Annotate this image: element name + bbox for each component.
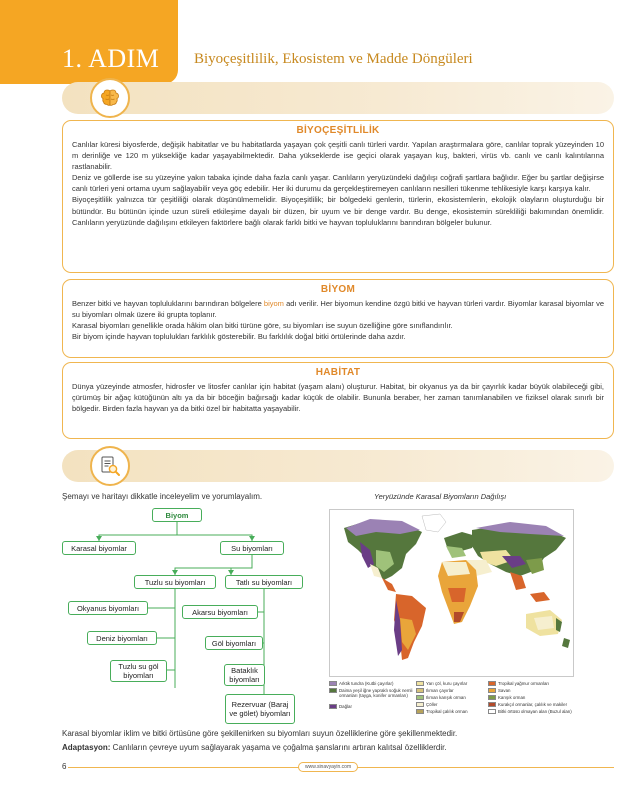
legend-item: [329, 704, 413, 709]
legend-label: Ilıman karışık orman: [426, 695, 466, 700]
legend-label: Arktik tundra (Kutbi çayırlar): [339, 681, 394, 686]
publisher-url[interactable]: www.sinavyayin.com: [298, 762, 358, 772]
diagram-node-salt-lake: Tuzlu su göl biyomları: [110, 660, 167, 682]
legend-swatch: [329, 704, 337, 709]
brain-icon: [90, 78, 130, 118]
legend-label: Tropikal yağmur ormanları: [498, 681, 550, 686]
legend-swatch: [488, 702, 496, 707]
biodiversity-paragraph-3: Biyoçeşitlilik yalnızca tür çeşitliliği olarak düşünülmemelidir. Biyoçeşitlilik; bir bölgedeki genlerin, türlerin, ekosistemlerin, ekolojik olayların oluşturduğu bir bütündür. Bu bütünün içinde uzun süreli etkileşime dayalı bir düzen, bir uyum ve bir denge vardır. Bu denge, ekosistemin sürekliliği bakımından önemlidir. Canlıların yeryüzünde dağılışını etkileyen faktörlere bağlı olarak farklı bitki ve hayvan topluluklarını barındıran bölgeler bulunur.: [72, 195, 604, 227]
diagram-node-wetland: Bataklık biyomları: [224, 664, 265, 686]
legend-swatch: [488, 688, 496, 693]
diagram-node-freshwater: Tatlı su biyomları: [225, 575, 303, 589]
biodiversity-paragraph-1: Canlılar küresi biyosferde, değişik habitatlar ve bu habitatlarda yaşayan çok çeşitli canlı türleri vardır. Yapılan araştırmalara göre, canlılar toprak yüzeyinden 10 m derinliğe ve 120 m yüksekliğe kadar yaşayabilmektedir. Daha yükseklerde ise geçici olarak yaşayan kuş, bakteri, virüs vb. canlı ve canlı kalıntılarına rastlanabilir.: [72, 140, 604, 172]
habitat-paragraph: Dünya yüzeyinde atmosfer, hidrosfer ve litosfer canlılar için habitat (yaşam alanı) oluşturur. Habitat, bir okyanus ya da bir çayırlık kadar büyük olabileceği gibi, çürümüş bir ağaç kütüğünün altı ya da bir böceğin bağırsağı kadar küçük de olabilir. Bununla beraber, her zaman tanımlanabilen ve fiziksel olarak sınırlı bir bölgedir. Birden fazla hayvan ya da bitki özel bir habitatta yaşayabilir.: [72, 382, 604, 414]
diagram-node-aquatic: Su biyomları: [220, 541, 284, 555]
legend-swatch: [329, 681, 337, 686]
world-biome-map: [329, 509, 574, 677]
page-number: 6: [62, 762, 67, 771]
legend-item: [329, 681, 413, 686]
legend-swatch: [416, 702, 424, 707]
legend-swatch: [416, 681, 424, 686]
legend-label: Çöller: [426, 702, 438, 707]
biome-paragraph-2: Karasal biyomları genellikle orada hâkim olan bitki türüne göre, su biyomları ise suyun özelliğine göre sınıflandırılır.: [72, 321, 453, 331]
legend-item: [488, 702, 578, 707]
legend-swatch: [416, 688, 424, 693]
biome-box: [62, 279, 614, 358]
document-search-icon: [90, 446, 130, 486]
habitat-box: [62, 362, 614, 439]
habitat-title: HABİTAT: [315, 367, 361, 378]
legend-swatch: [329, 688, 337, 693]
biodiversity-box: [62, 120, 614, 273]
adaptation-definition: [62, 743, 447, 752]
legend-item: [416, 695, 486, 700]
diagram-node-reservoir: Rezervuar (Baraj ve gölet) biyomları: [225, 694, 295, 724]
summary-sentence: Karasal biyomlar iklim ve bitki örtüsüne göre şekillenirken su biyomları suyun özelliklerine göre şekillenmektedir.: [62, 729, 458, 738]
page-heading: Biyoçeşitlilik, Ekosistem ve Madde Döngüleri: [194, 51, 473, 67]
legend-swatch: [416, 709, 424, 714]
diagram-node-terrestrial: Karasal biyomlar: [62, 541, 136, 555]
section-band-activity: [62, 450, 614, 482]
legend-swatch: [416, 695, 424, 700]
biome-paragraph-3: Bir biyom içinde hayvan toplulukları farklılık gösterebilir. Bu farklılık doğal bitki örtülerinde daha azdır.: [72, 332, 406, 342]
biome-text: Benzer bitki ve hayvan topluluklarını barındıran bölgelere: [72, 299, 264, 308]
diagram-node-river: Akarsu biyomları: [182, 605, 258, 619]
legend-label: Dağlar: [339, 704, 352, 709]
step-title: 1. ADIM: [62, 44, 160, 73]
biodiversity-title: BİYOÇEŞİTLİLİK: [296, 125, 380, 136]
legend-item: [416, 702, 486, 707]
adaptation-text: Canlıların çevreye uyum sağlayarak yaşama ve çoğalma şanslarını artıran kalıtsal özelliklerdir.: [110, 743, 447, 752]
legend-swatch: [488, 709, 496, 714]
legend-label: Bitki örtüsü olmayan alan (Buzul alan): [498, 709, 572, 714]
legend-swatch: [488, 681, 496, 686]
diagram-node-saltwater: Tuzlu su biyomları: [134, 575, 216, 589]
legend-label: Tropikal çalılık orman: [426, 709, 468, 714]
legend-label: Yarı çöl, kuru çayırlar: [426, 681, 468, 686]
legend-item: [488, 688, 578, 693]
legend-label: Karışık orman: [498, 695, 526, 700]
legend-label: Daima yeşil iğne yapraklı soğuk nemli ormanları (tayga, konifer ormanları): [339, 688, 413, 698]
map-title: Yeryüzünde Karasal Biyomların Dağılışı: [374, 492, 507, 501]
biome-highlight: biyom: [263, 299, 284, 308]
adaptation-label: Adaptasyon:: [62, 743, 111, 752]
legend-item: [416, 688, 486, 693]
legend-item: [488, 695, 578, 700]
biome-title: BİYOM: [320, 284, 356, 295]
biome-text: adı verilir. Her biyomun kendine özgü bitki ve hayvan türleri vardır. Biyomlar karasal biyomlar ve su biyomları olmak üzere iki grupta toplanır.: [72, 299, 604, 320]
activity-intro: Şemayı ve haritayı dikkatle inceleyelim ve yorumlayalım.: [62, 492, 263, 501]
section-band-top: [62, 82, 614, 114]
legend-label: Ilıman çayırlar: [426, 688, 454, 693]
diagram-node-ocean: Okyanus biyomları: [68, 601, 148, 615]
legend-item: [488, 709, 578, 714]
biodiversity-paragraph-2: Deniz ve göllerde ise su yüzeyine yakın tabaka içinde daha fazla canlı yaşar. Canlıların yeryüzündeki dağılışı coğrafi şartlara bağlıdır. Eğer bu şartlar değişirse canlı türleri yeni ortama uyum sağlayabilir veya göç edebilir. Her iki durumu da gerçekleştiremeyen canlıların nesilleri tükenme tehlikesiyle karşı karşıya kalır.: [72, 173, 604, 194]
diagram-node-biome: Biyom: [152, 508, 202, 522]
world-map-graphic: [330, 510, 574, 677]
legend-item: [416, 681, 486, 686]
legend-label: Savan: [498, 688, 511, 693]
legend-label: Kurakçıl ormanlar, çalılık ve makiler: [498, 702, 568, 707]
legend-item: [416, 709, 486, 714]
legend-item: [488, 681, 578, 686]
diagram-node-lake: Göl biyomları: [205, 636, 263, 650]
diagram-node-sea: Deniz biyomları: [87, 631, 157, 645]
legend-item: [329, 688, 413, 698]
biome-paragraph-1: [72, 298, 604, 320]
legend-swatch: [488, 695, 496, 700]
